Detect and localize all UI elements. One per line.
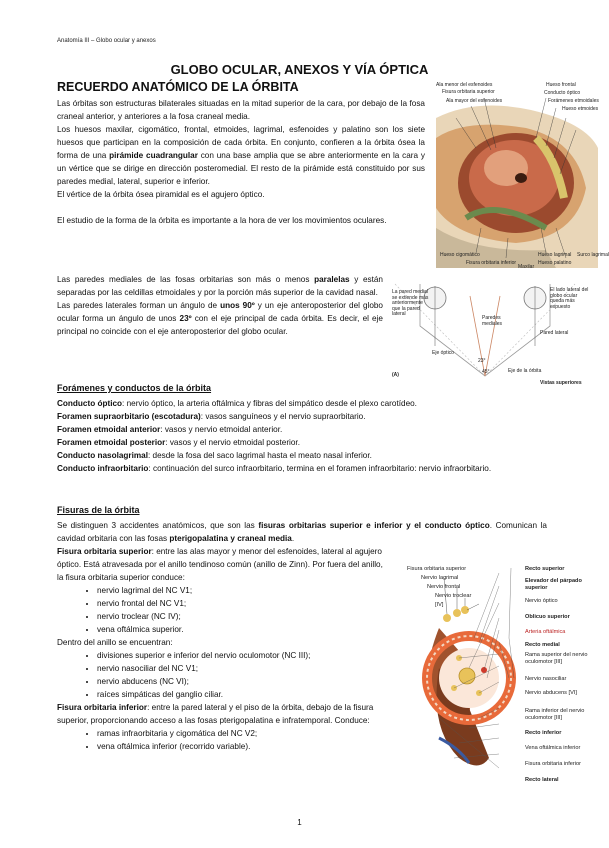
- figure-label: Rama inferior del nervio oculomotor [III]: [525, 708, 585, 721]
- figure-label: Recto lateral: [525, 777, 559, 783]
- list-item: • vena oftálmica inferior (recorrido variable).: [97, 740, 389, 753]
- figure-label: El lado lateral del globo ocular queda más expuesto: [550, 287, 589, 310]
- figure-label: Hueso etmoides: [562, 106, 599, 112]
- section1-text: [57, 97, 425, 227]
- figure-label: Hueso cigomático: [440, 252, 480, 258]
- figure-label: Nervio óptico: [525, 598, 558, 604]
- bullet-list: [57, 727, 389, 753]
- figure-label: Paredes mediales: [482, 315, 503, 327]
- figure-label: Hueso palatino: [538, 260, 572, 266]
- fisuras-intro: Se distinguen 3 accidentes anatómicos, que son las fisuras orbitarias superior e inferior y el conducto óptico. Comunican la cavidad orbitaria con las fosas pterigopalatina y craneal media.: [57, 521, 547, 543]
- figure-label: La pared medial se extiende más anteriormente que la pared lateral: [392, 289, 429, 317]
- figure-label: (A): [392, 372, 399, 378]
- figure-label: Recto inferior: [525, 730, 562, 736]
- list-item: Foramen supraorbitario (escotadura): vasos sanguíneos y el nervio supraorbitario.: [57, 412, 366, 421]
- figure-label: Vena oftálmica inferior: [525, 745, 581, 751]
- figure-label: Nervio troclear: [435, 593, 472, 599]
- list-item: • vena oftálmica superior.: [97, 623, 389, 636]
- zinn-ring-illustration: [399, 558, 599, 808]
- figure-label: Conducto óptico: [544, 90, 581, 96]
- orbit-bones-figure: [436, 78, 609, 270]
- list-item: • nervio frontal del NC V1;: [97, 597, 389, 610]
- paragraph: Las paredes mediales de las fosas orbitarias son más o menos paralelas y están separadas por las celdillas etmoidales y por la porción más superior de la cavidad nasal.: [57, 275, 383, 297]
- list-item: • raíces simpáticas del ganglio ciliar.: [97, 688, 389, 701]
- bullet-list: [57, 649, 389, 701]
- zinn-ring-figure: [399, 558, 599, 808]
- section1-text-b: [57, 273, 383, 338]
- paragraph: Fisura orbitaria inferior: entre la pared lateral y el piso de la órbita, debajo de la fisura superior, proporcionando acceso a las fosas pterigopalatina e infratemporal. Conduce:: [57, 703, 374, 725]
- figure-label: Ala menor del esfenoides: [436, 82, 493, 88]
- list-item: Foramen etmoidal anterior: vasos y nervio etmoidal anterior.: [57, 425, 283, 434]
- paragraph: Los huesos maxilar, cigomático, frontal, etmoides, lagrimal, esfenoides y palatino son los siete huesos que participan en la composición de cada órbita. En conjunto, confieren a la órbita ósea la forma de una pirámide cuadrangular con una base amplia que se abre anteriormente en la cara y un vértice que se dirige en dirección posteromedial. El resto de la pirámide está constituido por sus paredes medial, lateral, superior e inferior.: [57, 125, 425, 186]
- figure-label: Nervio lagrimal: [421, 575, 459, 581]
- figure-label: [IV]: [435, 602, 444, 608]
- paragraph: Fisura orbitaria superior: entre las alas mayor y menor del esfenoides, lateral al agujero óptico. Está atravesada por el anillo tendinoso común (anillo de Zinn). Por fuera del anillo, la fisura orbitaria superior conduce:: [57, 547, 383, 582]
- paragraph: El estudio de la forma de la órbita es importante a la hora de ver los movimientos oculares.: [57, 216, 387, 225]
- list-item: • ramas infraorbitaria y cigomática del NC V2;: [97, 727, 389, 740]
- paragraph: El vértice de la órbita ósea piramidal es el agujero óptico.: [57, 190, 265, 199]
- figure-label: Arteria oftálmica: [525, 629, 566, 635]
- figure-label: Maxilar: [518, 264, 535, 270]
- figure-label: Elevador del párpado superior: [525, 578, 582, 591]
- paragraph: Las paredes laterales forman un ángulo de unos 90º y un eje anteroposterior del globo ocular forma un ángulo de unos 23º con el eje principal de cada órbita. Es decir, el eje principal no coincide con el eje anteroposterior del globo ocular.: [57, 301, 383, 336]
- bullet-list: [57, 584, 389, 636]
- figure-label: Eje óptico: [432, 350, 454, 356]
- paragraph: Dentro del anillo se encuentran:: [57, 638, 173, 647]
- list-item: Conducto óptico: nervio óptico, la arteria oftálmica y fibras del simpático desde el plexo carotídeo.: [57, 399, 417, 408]
- list-item: • nervio nasociliar del NC V1;: [97, 662, 389, 675]
- figure-label: Nervio nasociliar: [525, 676, 567, 682]
- list-item: Foramen etmoidal posterior: vasos y el nervio etmoidal posterior.: [57, 438, 300, 447]
- figure-label: Pared lateral: [540, 330, 569, 336]
- figure-label: Oblicuo superior: [525, 614, 570, 620]
- foramenes-list: [57, 397, 547, 475]
- list-item: • nervio lagrimal del NC V1;: [97, 584, 389, 597]
- figure-label: Surco lagrimal: [577, 252, 609, 258]
- figure-label: Nervio frontal: [427, 584, 461, 590]
- figure-label: Rama superior del nervio oculomotor [III]: [525, 652, 588, 665]
- figure-label: Fisura orbitaria inferior: [525, 761, 581, 767]
- fisuras-body: [57, 545, 389, 753]
- section-heading-fisuras: Fisuras de la órbita: [57, 505, 140, 515]
- figure-label: Recto superior: [525, 566, 565, 572]
- list-item: • nervio troclear (NC IV);: [97, 610, 389, 623]
- figure-label: Fisura orbitaria inferior: [466, 260, 517, 266]
- paragraph: Las órbitas son estructuras bilaterales situadas en la mitad superior de la cara, por debajo de la fosa craneal anterior, y anteriores a la fosa craneal media.: [57, 99, 425, 121]
- figure-label: 45°: [482, 369, 490, 375]
- figure-label: 23°: [478, 358, 486, 364]
- running-header: Anatomía III – Globo ocular y anexos: [57, 38, 156, 44]
- figure-label: Nervio abducens [VI]: [525, 690, 577, 696]
- list-item: Conducto nasolagrimal: desde la fosa del saco lagrimal hasta el meato nasal inferior.: [57, 451, 372, 460]
- figure-label: Fisura orbitaria superior: [407, 566, 467, 572]
- figure-label: Fisura orbitaria superior: [442, 89, 495, 95]
- figure-label: Vistas superiores: [540, 380, 582, 386]
- figure-label: Ala mayor del esfenoides: [446, 98, 503, 104]
- section-heading-orbita: RECUERDO ANATÓMICO DE LA ÓRBITA: [57, 80, 299, 94]
- list-item: Conducto infraorbitario: continuación del surco infraorbitario, termina en el foramen infraorbitario: nervio infraorbitario.: [57, 464, 492, 473]
- figure-label: Forámenes etmoidales: [548, 98, 599, 104]
- figure-label: Eje de la órbita: [508, 368, 542, 374]
- figure-label: Hueso lagrimal: [538, 252, 572, 258]
- list-item: • divisiones superior e inferior del nervio oculomotor (NC III);: [97, 649, 389, 662]
- page-number: 1: [297, 818, 302, 827]
- figure-label: Recto medial: [525, 642, 560, 648]
- page-title: GLOBO OCULAR, ANEXOS Y VÍA ÓPTICA: [170, 62, 429, 77]
- figure-label: Hueso frontal: [546, 82, 576, 88]
- orbit-axes-figure: [390, 276, 590, 386]
- section-heading-foramenes: Forámenes y conductos de la órbita: [57, 383, 212, 393]
- list-item: • nervio abducens (NC VI);: [97, 675, 389, 688]
